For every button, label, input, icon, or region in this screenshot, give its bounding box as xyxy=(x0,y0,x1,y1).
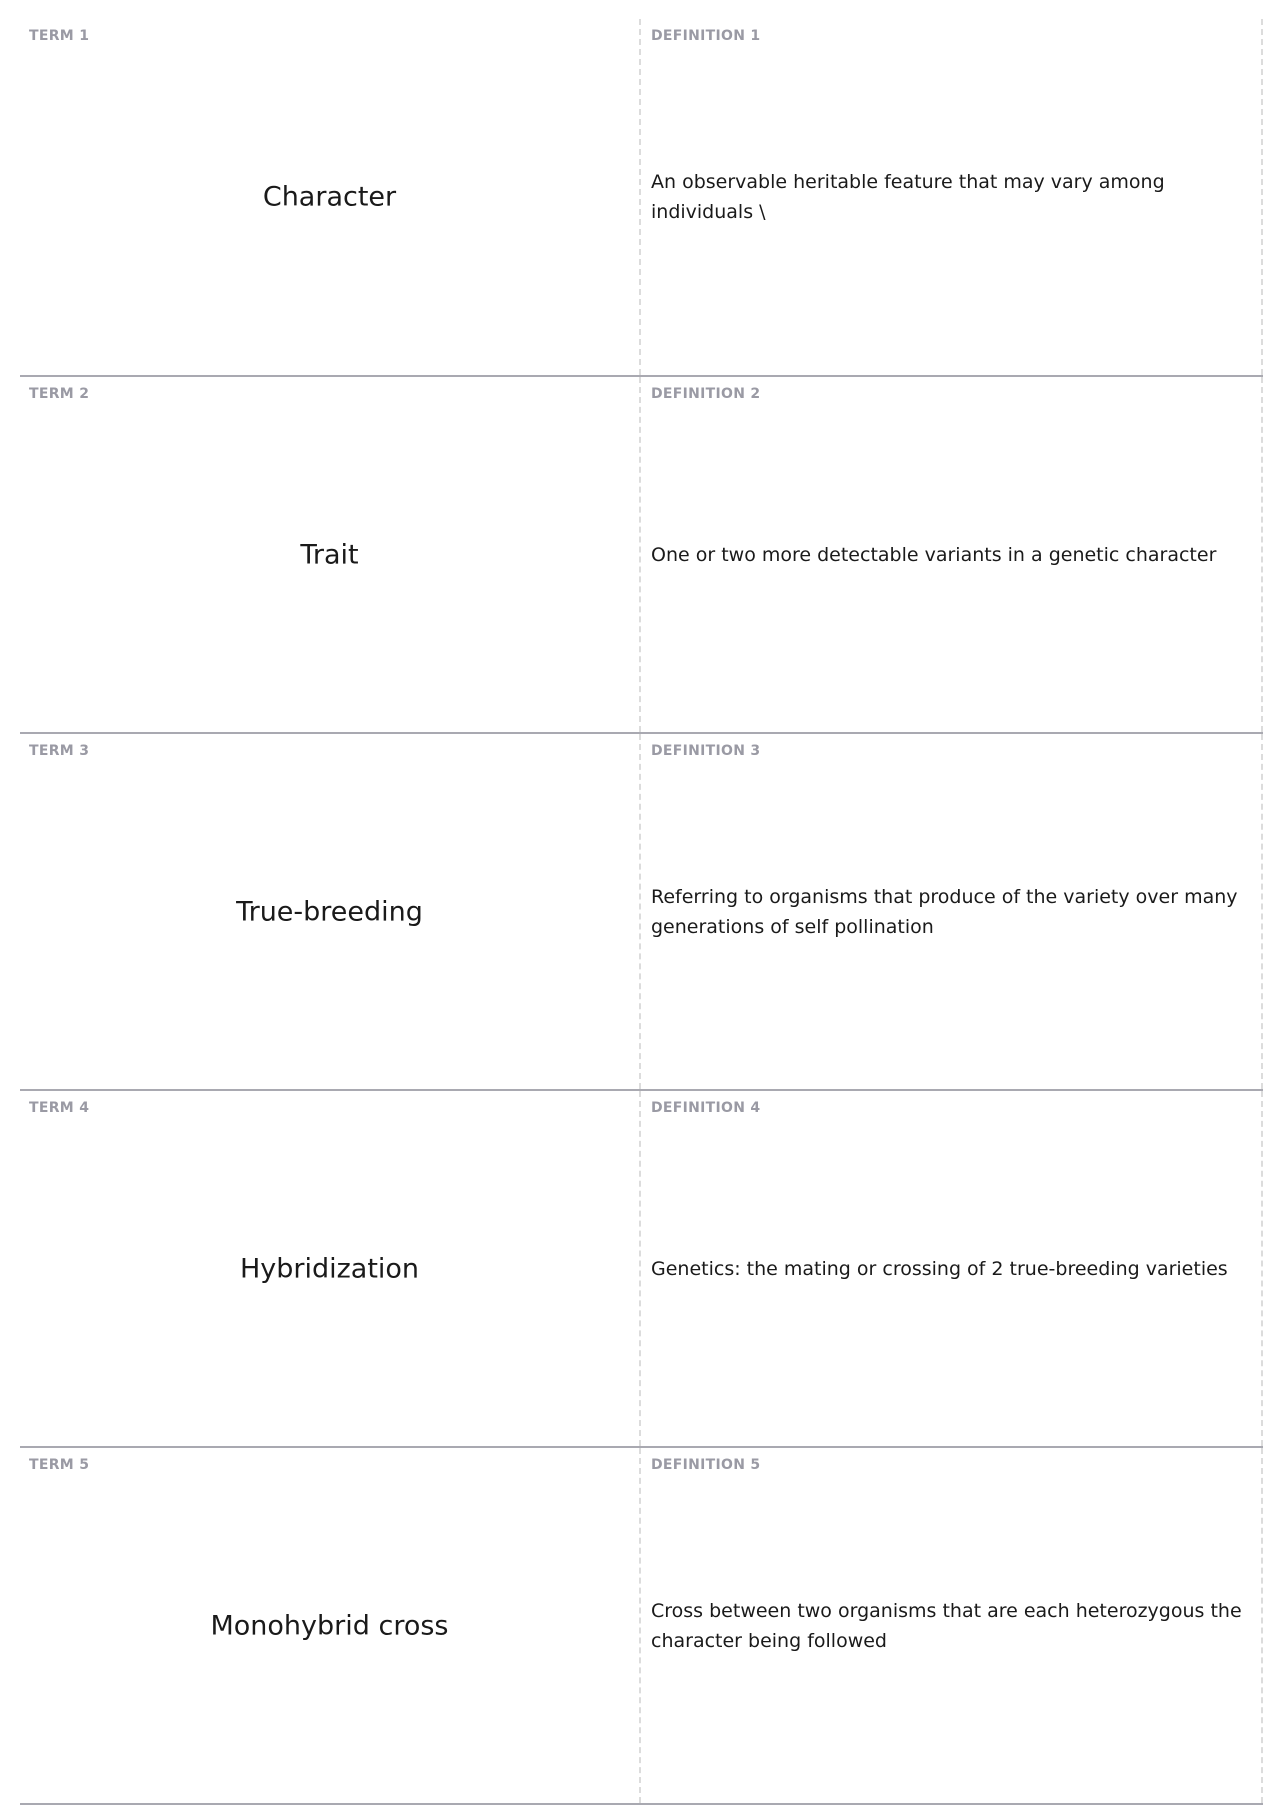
term-text: Hybridization xyxy=(239,1253,420,1284)
card-row-3 xyxy=(20,734,1263,1091)
definition-label: DEFINITION 4 xyxy=(651,1100,761,1116)
term-label: TERM 1 xyxy=(29,28,90,44)
term-cell xyxy=(20,19,641,375)
definition-cell xyxy=(641,19,1263,375)
term-cell xyxy=(20,734,641,1089)
definition-label: DEFINITION 3 xyxy=(651,743,761,759)
term-label: TERM 2 xyxy=(29,386,90,402)
flashcard-sheet xyxy=(20,19,1263,1805)
definition-cell xyxy=(641,1448,1263,1803)
term-text: Trait xyxy=(300,539,359,570)
definition-label: DEFINITION 1 xyxy=(651,28,761,44)
definition-text: One or two more detectable variants in a genetic character xyxy=(651,543,1217,566)
definition-text: Referring to organisms that produce of the variety over many generations of self pollination xyxy=(651,885,1238,938)
definition-cell xyxy=(641,734,1263,1089)
definition-label: DEFINITION 5 xyxy=(651,1457,761,1473)
term-cell xyxy=(20,1091,641,1446)
term-label: TERM 3 xyxy=(29,743,90,759)
definition-cell xyxy=(641,377,1263,732)
card-row-4 xyxy=(20,1091,1263,1448)
term-cell xyxy=(20,1448,641,1803)
card-row-5 xyxy=(20,1448,1263,1805)
definition-text: An observable heritable feature that may vary among individuals \ xyxy=(651,171,1165,223)
term-label: TERM 4 xyxy=(29,1100,90,1116)
definition-text: Genetics: the mating or crossing of 2 true-breeding varieties xyxy=(651,1257,1228,1280)
term-text: True-breeding xyxy=(236,896,423,927)
definition-cell xyxy=(641,1091,1263,1446)
term-text: Monohybrid cross xyxy=(210,1610,449,1641)
card-row-1 xyxy=(20,19,1263,377)
term-cell xyxy=(20,377,641,732)
term-text: Character xyxy=(262,181,397,213)
card-row-2 xyxy=(20,377,1263,734)
term-label: TERM 5 xyxy=(29,1457,90,1473)
definition-label: DEFINITION 2 xyxy=(651,386,761,402)
definition-text: Cross between two organisms that are each heterozygous the character being followed xyxy=(651,1599,1242,1652)
